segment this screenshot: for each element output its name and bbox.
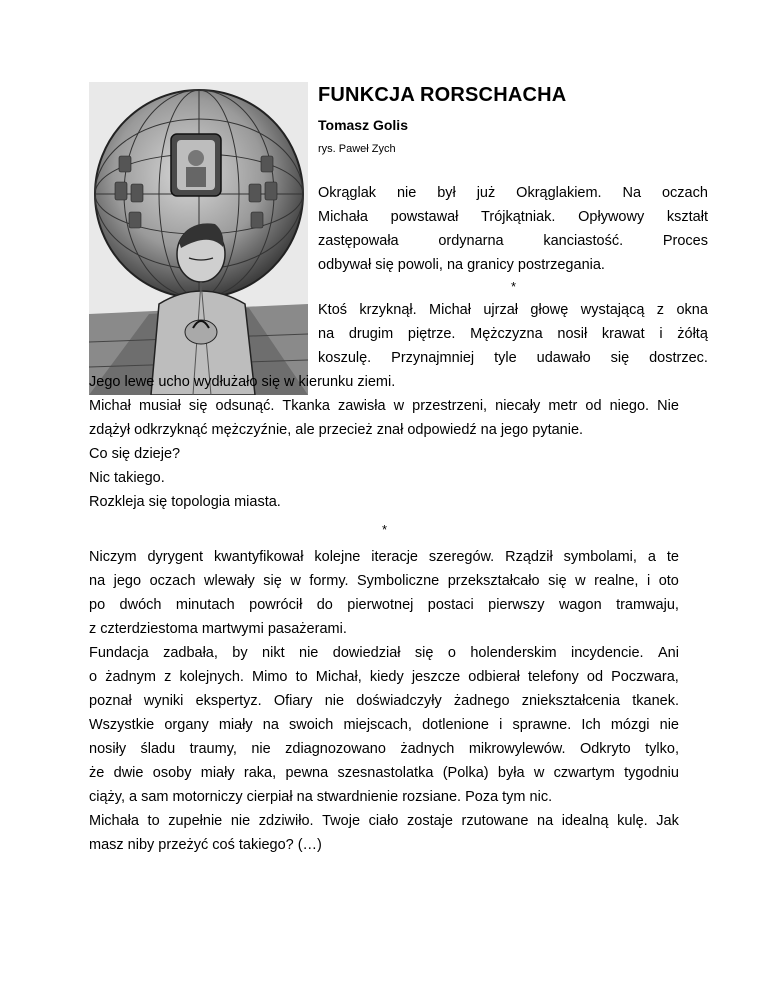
word: swoich <box>289 717 334 733</box>
word: ujrzał <box>483 302 519 318</box>
word: dyrygent <box>147 549 204 565</box>
word: Jak <box>656 813 679 829</box>
word: ordynarna <box>438 233 504 249</box>
word: Twoje <box>322 813 361 829</box>
word: przestrzeni, <box>412 398 488 414</box>
justified-line <box>89 394 679 418</box>
word: z <box>164 669 172 685</box>
word: przekształcało <box>447 573 540 589</box>
justified-line <box>89 641 679 665</box>
word: traumy, <box>189 741 237 757</box>
word: Trójkątniak. <box>481 209 556 225</box>
word: rzutowane <box>461 813 529 829</box>
word: nosił <box>557 326 588 342</box>
word: powrócił <box>249 597 303 613</box>
paragraph-3 <box>89 394 679 442</box>
word: tkanek. <box>632 693 679 709</box>
word: dowiedział <box>332 645 401 661</box>
word: holenderskim <box>470 645 557 661</box>
word: śladu <box>140 741 176 757</box>
word: w <box>533 765 545 781</box>
word: organy <box>164 717 209 733</box>
justified-line <box>89 737 679 761</box>
word: incydencie. <box>571 645 644 661</box>
word: zawisła <box>338 398 386 414</box>
word: o <box>89 669 98 685</box>
word: nie <box>659 717 679 733</box>
justified-line <box>89 665 679 689</box>
word: ciało <box>368 813 399 829</box>
word: to <box>147 813 160 829</box>
word: pewna <box>285 765 329 781</box>
word: jeszcze <box>411 669 461 685</box>
word: ekspertyz. <box>195 693 262 709</box>
word: oczach <box>149 573 196 589</box>
justified-line <box>89 809 679 833</box>
word: osoby <box>152 765 192 781</box>
word: dwie <box>113 765 144 781</box>
text-line: Jego lewe ucho wydłużało się w kierunku ziemi. <box>89 374 396 390</box>
word: formy. <box>309 573 349 589</box>
text-line: zdążył odkrzyknąć mężczyźnie, ale przecież znał odpowiedź na jego pytanie. <box>89 422 584 438</box>
justified-line <box>318 205 708 229</box>
word: mózgi <box>610 717 650 733</box>
section-separator: * <box>382 522 388 537</box>
word: na <box>318 326 335 342</box>
word: kulę. <box>617 813 648 829</box>
word: kiedy <box>369 669 404 685</box>
word: głowę <box>530 302 569 318</box>
word: od <box>586 669 604 685</box>
word: na <box>537 813 554 829</box>
word: zastępowała <box>318 233 399 249</box>
word: to <box>295 669 308 685</box>
word: wagon <box>558 597 602 613</box>
word: raka, <box>243 765 277 781</box>
paragraph-2 <box>318 298 708 370</box>
word: miały <box>218 717 253 733</box>
word: odsunąć. <box>215 398 275 414</box>
word: powstawał <box>390 209 459 225</box>
word: musiał <box>138 398 181 414</box>
word: jego <box>113 573 142 589</box>
word: nie <box>230 813 251 829</box>
word: telefony <box>527 669 579 685</box>
word: oto <box>658 573 679 589</box>
word: Poczwara, <box>611 669 679 685</box>
word: się <box>188 398 208 414</box>
justified-line <box>89 569 679 593</box>
word: Symboliczne <box>357 573 440 589</box>
word: Okrąglakiem. <box>516 185 602 201</box>
word: zupełnie <box>168 813 223 829</box>
word: krawat <box>601 326 645 342</box>
word: sprawne. <box>512 717 572 733</box>
word: nie <box>396 185 417 201</box>
word: Mimo <box>252 669 288 685</box>
dialogue-line: Nic takiego. <box>89 470 165 486</box>
word: że <box>89 765 105 781</box>
word: okna <box>676 302 708 318</box>
word: drugim <box>348 326 394 342</box>
dialogue-line: Co się dzieje? <box>89 446 181 462</box>
word: Ich <box>581 717 601 733</box>
word: już <box>476 185 496 201</box>
word: dotlenione <box>422 717 489 733</box>
paragraph-6 <box>89 809 679 857</box>
word: od <box>585 398 602 414</box>
section-separator: * <box>511 279 517 294</box>
word: Przynajmniej <box>391 350 475 366</box>
word: wlewały <box>204 573 255 589</box>
word: wyniki <box>143 693 184 709</box>
word: Ani <box>657 645 679 661</box>
word: realne, <box>594 573 639 589</box>
justified-line <box>89 689 679 713</box>
paragraph-1 <box>318 181 708 277</box>
word: poznał <box>89 693 132 709</box>
justified-line <box>318 346 708 370</box>
word: metr <box>548 398 578 414</box>
word: odbierał <box>468 669 520 685</box>
illustrator-credit: rys. Paweł Zych <box>318 143 396 155</box>
word: się <box>548 573 567 589</box>
word: na <box>262 717 279 733</box>
paragraph-4 <box>89 545 679 641</box>
word: mikrowylewów. <box>468 741 566 757</box>
word: udawało <box>536 350 591 366</box>
word: krzyknął. <box>359 302 417 318</box>
justified-line <box>89 761 679 785</box>
word: Opływowy <box>578 209 645 225</box>
word: tramwaju, <box>616 597 679 613</box>
word: dostrzec. <box>649 350 708 366</box>
word: postaci <box>427 597 474 613</box>
word: Proces <box>662 233 708 249</box>
dialogue-line: Rozkleja się topologia miasta. <box>89 494 281 510</box>
word: o <box>447 645 456 661</box>
word: miały <box>200 765 235 781</box>
word: Niczym <box>89 549 137 565</box>
word: koszulę. <box>318 350 372 366</box>
justified-line <box>89 545 679 569</box>
word: tylko, <box>645 741 679 757</box>
word: tyle <box>494 350 517 366</box>
word: i <box>646 573 651 589</box>
word: iteracje <box>371 549 418 565</box>
word: Tkanka <box>282 398 330 414</box>
word: Nie <box>657 398 679 414</box>
author-name: Tomasz Golis <box>318 117 408 133</box>
word: doświadczyły <box>356 693 442 709</box>
word: w <box>393 398 405 414</box>
word: pierwszy <box>488 597 545 613</box>
text-line: odbywał się powoli, na granicy postrzegania. <box>318 257 605 273</box>
word: Na <box>622 185 642 201</box>
word: Michał <box>429 302 471 318</box>
word: miejscach, <box>343 717 412 733</box>
text-line: z czterdziestoma martwymi pasażerami. <box>89 621 347 637</box>
word: w <box>575 573 586 589</box>
word: i <box>659 326 663 342</box>
word: nikt <box>262 645 285 661</box>
word: nosiły <box>89 741 127 757</box>
word: zniekształcenia <box>521 693 621 709</box>
word: żadnym <box>105 669 156 685</box>
dialogue <box>89 442 281 514</box>
word: zostaje <box>407 813 453 829</box>
word: nie <box>299 645 319 661</box>
word: i <box>499 717 503 733</box>
word: Wszystkie <box>89 717 155 733</box>
illustration-sphere-man <box>89 82 308 395</box>
word: Michała <box>89 813 139 829</box>
word: dwóch <box>119 597 162 613</box>
word: symbolami, <box>563 549 637 565</box>
word: Ktoś <box>318 302 348 318</box>
word: zdziwiło. <box>258 813 314 829</box>
word: kolejnych. <box>179 669 244 685</box>
word: oczach <box>661 185 708 201</box>
word: te <box>666 549 679 565</box>
word: niego. <box>609 398 650 414</box>
justified-line <box>89 593 679 617</box>
word: kolejne <box>314 549 361 565</box>
word: się <box>610 350 630 366</box>
word: żadnych <box>400 741 455 757</box>
word: Mężczyzna <box>470 326 543 342</box>
word: nie <box>251 741 271 757</box>
word: piętrze. <box>407 326 456 342</box>
word: kształt <box>666 209 708 225</box>
word: szeregów. <box>428 549 495 565</box>
text-line: masz niby przeżyć coś takiego? (…) <box>89 837 322 853</box>
word: Michał, <box>315 669 362 685</box>
article-title: FUNKCJA RORSCHACHA <box>318 84 567 106</box>
word: był <box>437 185 456 201</box>
word: nie <box>324 693 345 709</box>
word: tygodniu <box>624 765 679 781</box>
word: do <box>316 597 333 613</box>
word: Okrąglak <box>318 185 377 201</box>
word: zadbała, <box>163 645 218 661</box>
word: Ofiary <box>273 693 313 709</box>
word: żadnego <box>453 693 510 709</box>
word: na <box>89 573 106 589</box>
justified-line <box>318 181 708 205</box>
word: kwantyfikował <box>214 549 304 565</box>
word: Rządził <box>505 549 553 565</box>
word: wystającą <box>580 302 645 318</box>
word: w <box>290 573 301 589</box>
word: pierwotnej <box>347 597 414 613</box>
word: Michała <box>318 209 368 225</box>
word: minutach <box>175 597 235 613</box>
justified-line <box>318 298 708 322</box>
word: żółtą <box>677 326 708 342</box>
justified-line <box>318 322 708 346</box>
word: Odkryto <box>579 741 631 757</box>
word: zdiagnozowano <box>285 741 386 757</box>
word: była <box>497 765 525 781</box>
word: szesnastolatka <box>337 765 434 781</box>
word: po <box>89 597 106 613</box>
word: niecały <box>495 398 541 414</box>
word: z <box>656 302 665 318</box>
word: idealną <box>561 813 609 829</box>
paragraph-5 <box>89 641 679 809</box>
word: Michał <box>89 398 131 414</box>
justified-line <box>89 713 679 737</box>
word: a <box>647 549 656 565</box>
word: by <box>232 645 248 661</box>
text-line: ciąży, a sam motorniczy cierpiał na stwardnienie rozsiane. Poza tym nic. <box>89 789 553 805</box>
word: się <box>414 645 434 661</box>
word: czwartym <box>553 765 615 781</box>
word: się <box>263 573 282 589</box>
justified-line <box>318 229 708 253</box>
word: kanciastość. <box>543 233 624 249</box>
word: Fundacja <box>89 645 149 661</box>
word: (Polka) <box>442 765 489 781</box>
